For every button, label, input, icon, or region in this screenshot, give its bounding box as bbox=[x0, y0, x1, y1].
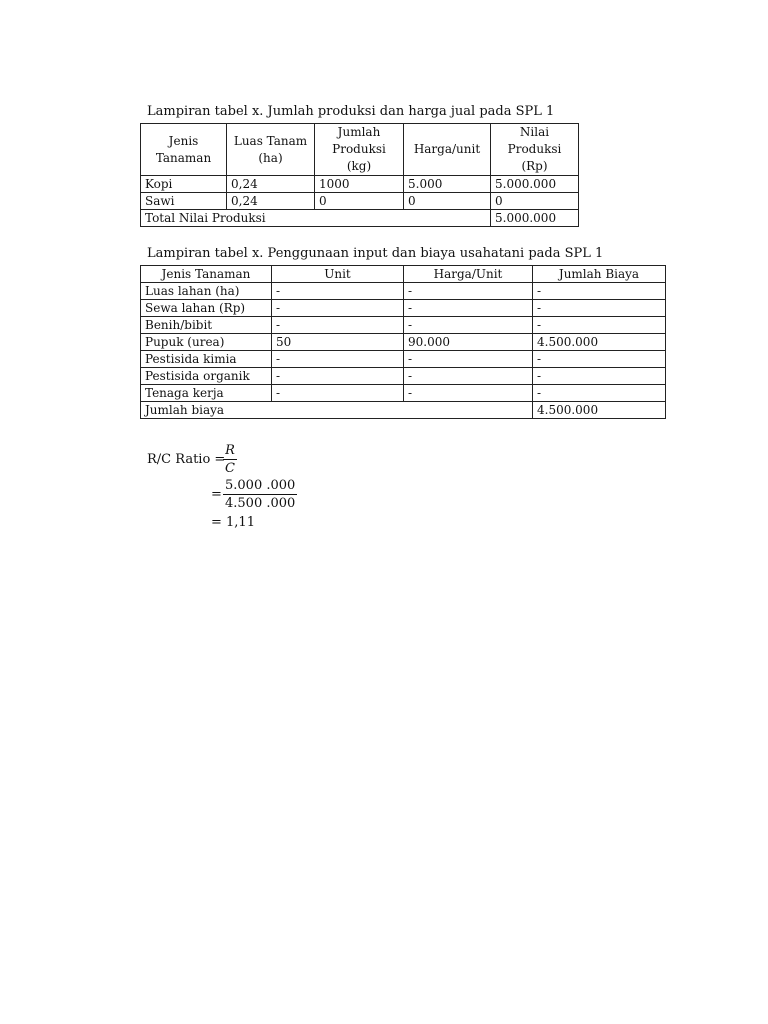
table-cell: 5.000 bbox=[404, 176, 491, 193]
header-cell: Luas Tanam (ha) bbox=[227, 124, 315, 176]
rc-ratio-result: = 1,11 bbox=[211, 515, 255, 530]
fraction-numerator: R bbox=[225, 443, 235, 458]
table-cell: 0 bbox=[404, 193, 491, 210]
table-cell: 0,24 bbox=[227, 176, 315, 193]
table-cell: Sawi bbox=[141, 193, 227, 210]
header-cell: Harga/Unit bbox=[404, 266, 533, 283]
header-cell: Jenis Tanaman bbox=[141, 124, 227, 176]
table-cell: Pestisida kimia bbox=[141, 351, 272, 368]
table-cell: - bbox=[272, 283, 404, 300]
table-cell: - bbox=[404, 368, 533, 385]
table-cell: - bbox=[272, 300, 404, 317]
table1-caption: Lampiran tabel x. Jumlah produksi dan harga jual pada SPL 1 bbox=[147, 104, 555, 119]
table-row bbox=[141, 368, 666, 385]
table-header-row bbox=[141, 266, 666, 283]
table-cell: - bbox=[533, 368, 666, 385]
table-cell: - bbox=[533, 283, 666, 300]
table-row bbox=[141, 300, 666, 317]
header-cell: Jumlah Produksi (kg) bbox=[315, 124, 404, 176]
table-cell: - bbox=[404, 300, 533, 317]
value-fraction bbox=[223, 477, 297, 512]
total-label: Jumlah biaya bbox=[141, 402, 533, 419]
table-cell: 1000 bbox=[315, 176, 404, 193]
table-cell: - bbox=[533, 351, 666, 368]
table2-caption: Lampiran tabel x. Penggunaan input dan biaya usahatani pada SPL 1 bbox=[147, 246, 604, 261]
rc-ratio-label: R/C Ratio = bbox=[147, 452, 226, 467]
table-cell: Benih/bibit bbox=[141, 317, 272, 334]
table-header-row bbox=[141, 124, 579, 176]
table-cell: Pestisida organik bbox=[141, 368, 272, 385]
equals-sign: = bbox=[211, 487, 222, 502]
table-cell: - bbox=[272, 317, 404, 334]
table-cell: 4.500.000 bbox=[533, 334, 666, 351]
total-label: Total Nilai Produksi bbox=[141, 210, 491, 227]
table-cell: 0 bbox=[491, 193, 579, 210]
table-cell: 90.000 bbox=[404, 334, 533, 351]
table-cell: 5.000.000 bbox=[491, 176, 579, 193]
table-cell: - bbox=[533, 317, 666, 334]
fraction-denominator-value: 4.500 .000 bbox=[225, 496, 296, 511]
total-row bbox=[141, 402, 666, 419]
fraction-numerator-value: 5.000 .000 bbox=[225, 478, 296, 493]
header-cell: Unit bbox=[272, 266, 404, 283]
table-cell: - bbox=[404, 317, 533, 334]
table-cell: - bbox=[404, 283, 533, 300]
table-row bbox=[141, 351, 666, 368]
cost-table bbox=[140, 265, 666, 419]
production-table bbox=[140, 123, 579, 227]
table-cell: Pupuk (urea) bbox=[141, 334, 272, 351]
table-cell: - bbox=[533, 385, 666, 402]
header-cell: Harga/unit bbox=[404, 124, 491, 176]
table-cell: 0,24 bbox=[227, 193, 315, 210]
table-cell: Sewa lahan (Rp) bbox=[141, 300, 272, 317]
table-cell: - bbox=[272, 368, 404, 385]
total-value: 5.000.000 bbox=[491, 210, 579, 227]
table-cell: Tenaga kerja bbox=[141, 385, 272, 402]
header-cell: Jenis Tanaman bbox=[141, 266, 272, 283]
table-cell: 50 bbox=[272, 334, 404, 351]
table-row bbox=[141, 176, 579, 193]
table-row bbox=[141, 317, 666, 334]
table-row bbox=[141, 334, 666, 351]
total-value: 4.500.000 bbox=[533, 402, 666, 419]
table-cell: - bbox=[533, 300, 666, 317]
table-cell: 0 bbox=[315, 193, 404, 210]
header-cell: Jumlah Biaya bbox=[533, 266, 666, 283]
table-cell: - bbox=[272, 385, 404, 402]
fraction-denominator: C bbox=[225, 461, 235, 476]
table-cell: Luas lahan (ha) bbox=[141, 283, 272, 300]
table-row bbox=[141, 283, 666, 300]
table-cell: Kopi bbox=[141, 176, 227, 193]
header-cell: Nilai Produksi (Rp) bbox=[491, 124, 579, 176]
table-row bbox=[141, 385, 666, 402]
table-cell: - bbox=[404, 385, 533, 402]
table-cell: - bbox=[404, 351, 533, 368]
table-row bbox=[141, 193, 579, 210]
table-cell: - bbox=[272, 351, 404, 368]
rc-fraction bbox=[223, 442, 237, 477]
total-row bbox=[141, 210, 579, 227]
